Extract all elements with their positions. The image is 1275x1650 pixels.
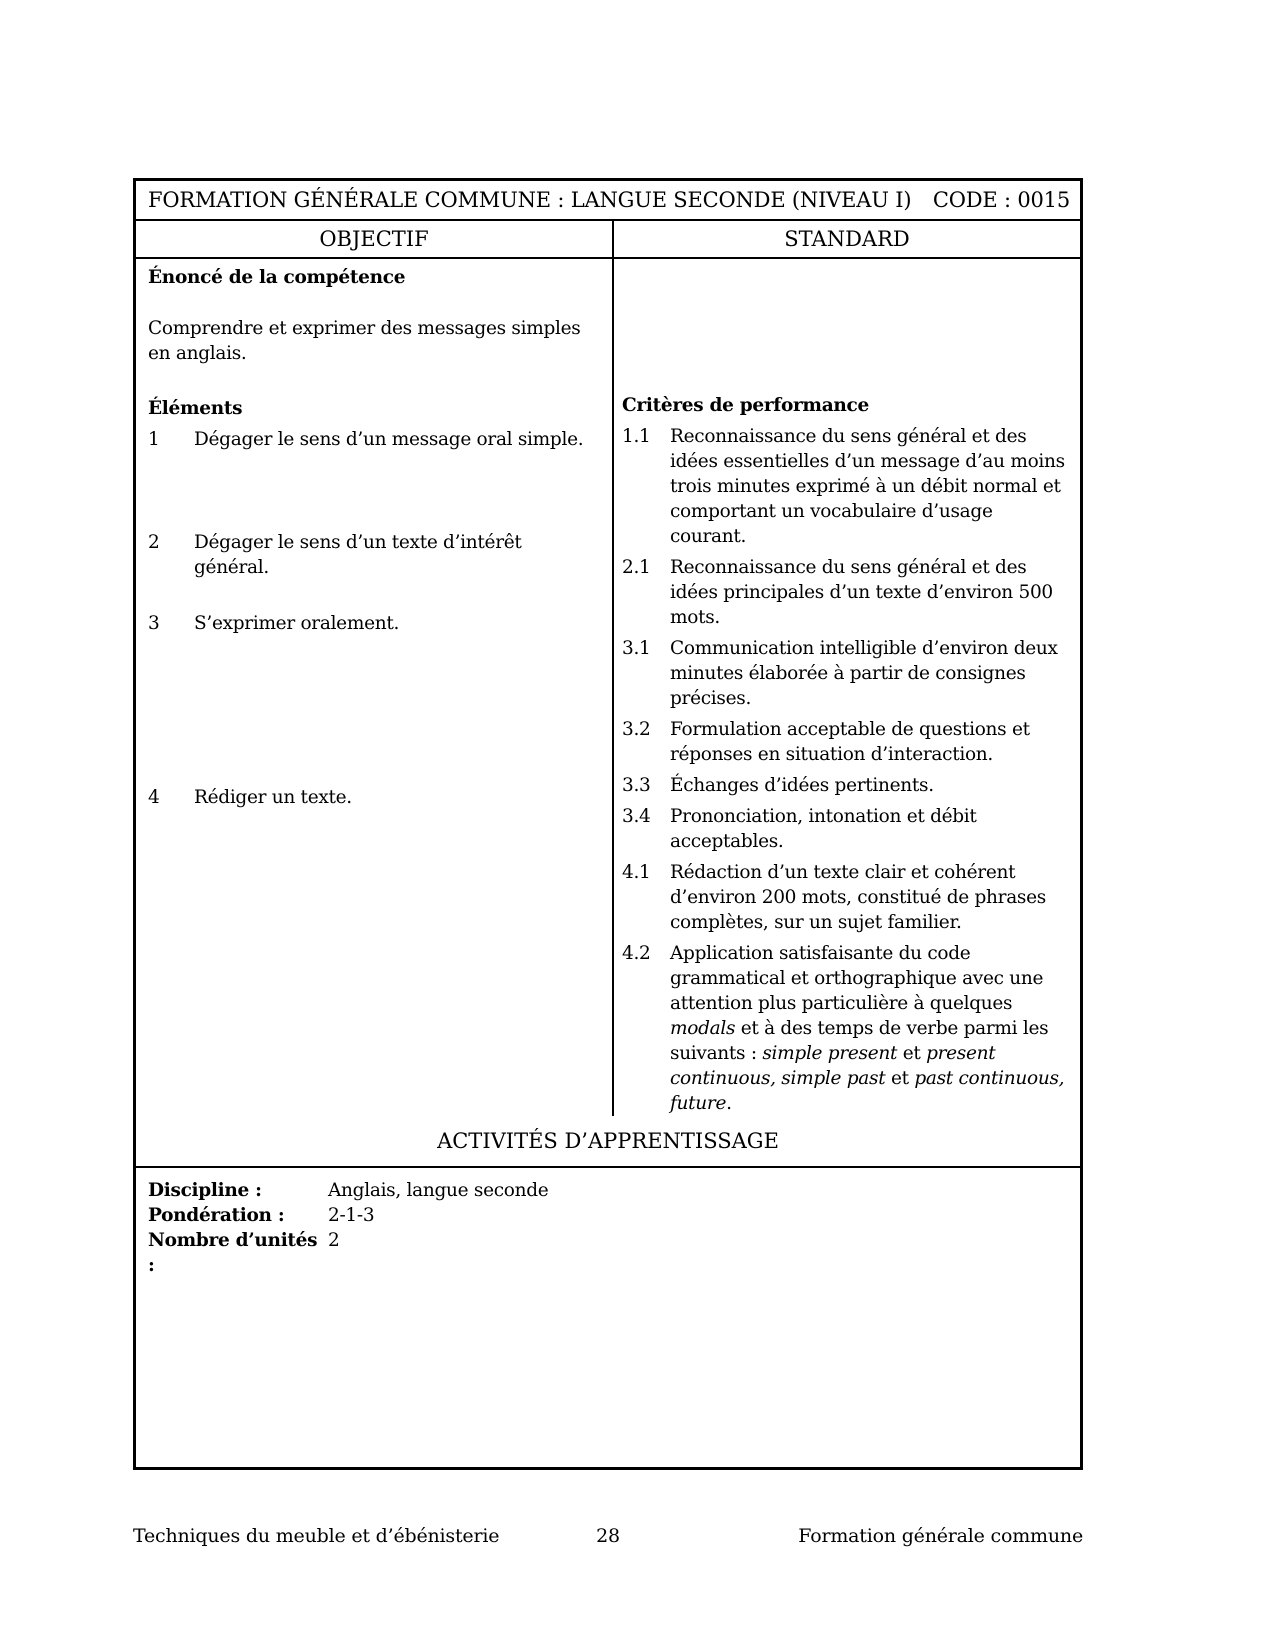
column-header-row xyxy=(136,221,1080,259)
critere-number: 4.2 xyxy=(622,943,651,964)
element-number: 2 xyxy=(148,532,160,553)
critere-item xyxy=(622,860,1074,935)
critere-text: Rédaction d’un texte clair et cohérent d’environ 200 mots, constitué de phrases complètes, sur un sujet familier. xyxy=(670,862,1046,933)
elements-heading: Éléments xyxy=(148,398,243,419)
enonce-heading: Énoncé de la compétence xyxy=(148,267,406,288)
document-code: CODE : 0015 xyxy=(932,188,1070,212)
critere-item xyxy=(622,941,1074,1116)
critere-text: Reconnaissance du sens général et des idées principales d’un texte d’environ 500 mots. xyxy=(670,557,1053,628)
element-item xyxy=(148,530,602,580)
critere-text: Reconnaissance du sens général et des idées essentielles d’un message d’au moins trois minutes exprimé à un débit normal et comportant un vocabulaire d’usage courant. xyxy=(670,426,1065,547)
discipline-block xyxy=(136,1168,1080,1467)
critere-item xyxy=(622,804,1074,854)
standard-cell xyxy=(614,259,1080,1116)
standard-column-header: STANDARD xyxy=(784,227,910,251)
activites-row xyxy=(136,1116,1080,1168)
discipline-row xyxy=(148,1178,1070,1203)
footer-section-name: Formation générale commune xyxy=(798,1525,1083,1547)
element-text: Rédiger un texte. xyxy=(194,787,352,808)
page-footer xyxy=(133,1525,1083,1547)
critere-item xyxy=(622,424,1074,549)
objectif-column-header: OBJECTIF xyxy=(136,221,614,257)
critere-number: 3.1 xyxy=(622,638,651,659)
critere-number: 1.1 xyxy=(622,426,651,447)
ponderation-label: Pondération : xyxy=(148,1205,285,1226)
critere-number: 3.4 xyxy=(622,806,651,827)
critere-text: Application satisfaisante du code grammatical et orthographique avec une attention plus particulière à quelques modals et à des temps de verbe parmi les suivants : simple present et present continuous, simple past et past continuous, future. xyxy=(670,943,1065,1114)
critere-number: 2.1 xyxy=(622,557,651,578)
ponderation-row xyxy=(148,1203,1070,1228)
criteres-heading: Critères de performance xyxy=(622,395,869,416)
program-table xyxy=(133,178,1083,1470)
element-item xyxy=(148,785,602,810)
critere-number: 3.2 xyxy=(622,719,651,740)
element-number: 4 xyxy=(148,787,160,808)
unites-row xyxy=(148,1228,1070,1278)
unites-label: Nombre d’unités : xyxy=(148,1230,318,1276)
unites-value: 2 xyxy=(328,1230,340,1251)
activites-title: ACTIVITÉS D’APPRENTISSAGE xyxy=(437,1129,779,1153)
critere-text: Communication intelligible d’environ deux minutes élaborée à partir de consignes précises. xyxy=(670,638,1058,709)
footer-program-name: Techniques du meuble et d’ébénisterie xyxy=(133,1525,500,1547)
critere-text: Prononciation, intonation et débit acceptables. xyxy=(670,806,977,852)
element-text: S’exprimer oralement. xyxy=(194,613,400,634)
element-text: Dégager le sens d’un message oral simple. xyxy=(194,429,584,450)
critere-text: Formulation acceptable de questions et réponses en situation d’interaction. xyxy=(670,719,1030,765)
element-number: 1 xyxy=(148,429,160,450)
critere-item xyxy=(622,773,1074,798)
table-title-row xyxy=(136,181,1080,221)
critere-text: Échanges d’idées pertinents. xyxy=(670,775,934,796)
element-number: 3 xyxy=(148,613,160,634)
discipline-label: Discipline : xyxy=(148,1180,262,1201)
critere-number: 4.1 xyxy=(622,862,651,883)
ponderation-value: 2-1-3 xyxy=(328,1205,375,1226)
critere-item xyxy=(622,555,1074,630)
critere-item xyxy=(622,636,1074,711)
objectif-cell xyxy=(136,259,614,1116)
table-body-row xyxy=(136,259,1080,1116)
critere-item xyxy=(622,717,1074,767)
critere-number: 3.3 xyxy=(622,775,651,796)
enonce-text: Comprendre et exprimer des messages simples en anglais. xyxy=(148,318,581,364)
footer-page-number: 28 xyxy=(596,1525,620,1547)
discipline-value: Anglais, langue seconde xyxy=(328,1180,549,1201)
document-title: FORMATION GÉNÉRALE COMMUNE : LANGUE SECONDE (NIVEAU I) xyxy=(148,188,912,212)
element-item xyxy=(148,427,602,452)
element-text: Dégager le sens d’un texte d’intérêt général. xyxy=(194,532,522,578)
element-item xyxy=(148,611,602,636)
